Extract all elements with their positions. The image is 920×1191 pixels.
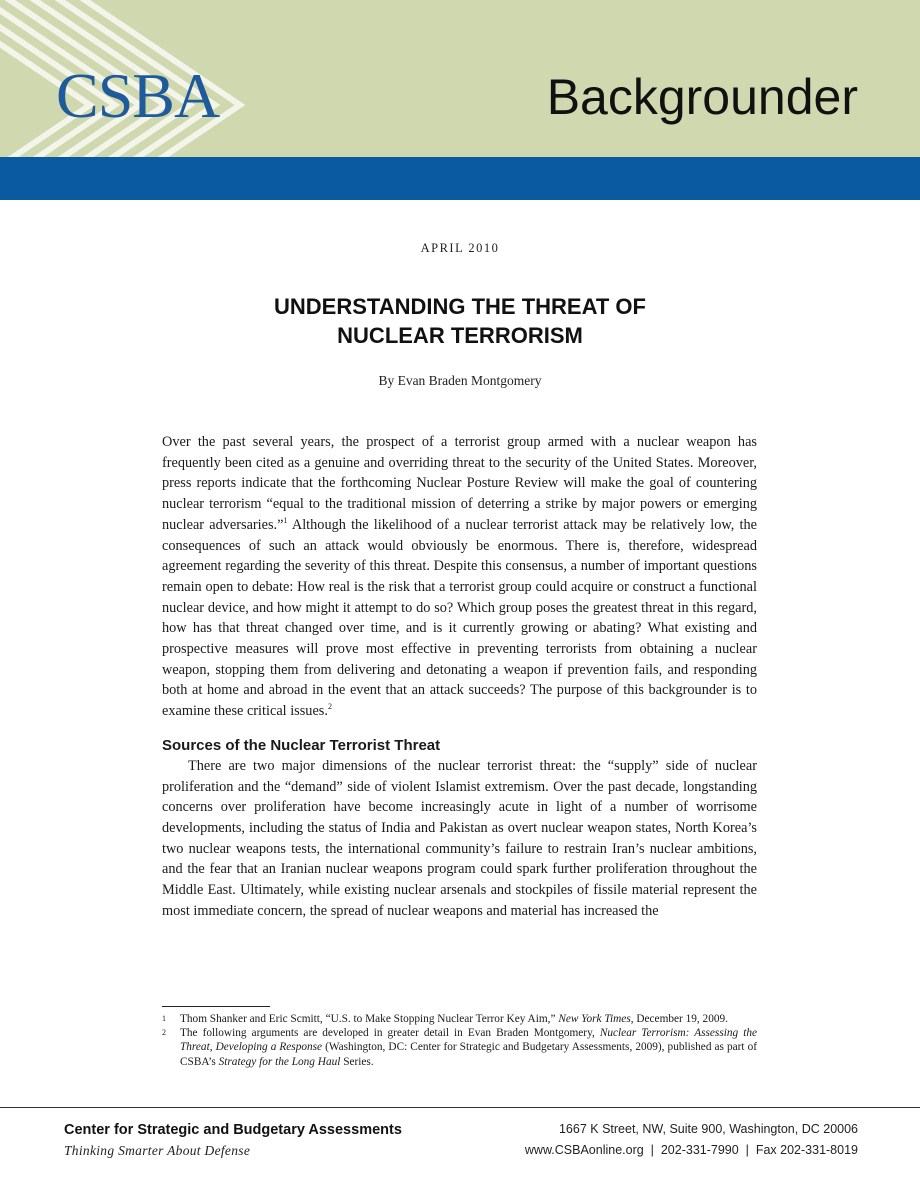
footer-tagline: Thinking Smarter About Defense [64,1143,251,1158]
footer-contact: www.CSBAonline.org | 202-331-7990 | Fax 202-331-8019 [524,1143,858,1157]
footer-address: 1667 K Street, NW, Suite 900, Washington, DC 20006 [558,1122,858,1136]
document-title [0,292,920,350]
section-heading: Sources of the Nuclear Terrorist Threat [162,736,441,754]
publication-date: APRIL 2010 [420,241,500,255]
footnote-2 [162,1026,757,1069]
footnote-italic: Strategy for the Long Haul [218,1055,341,1068]
document-body [162,432,757,921]
header-banner [0,0,920,157]
footnote-number: 2 [162,1028,166,1038]
intro-text-b: Although the likelihood of a nuclear terrorist attack may be relatively low, the consequences of such an attack would obviously be enormous. There is, therefore, widespread agreement regarding the severity of this threat. Despite this consensus, a number of important questions remain open to debate: How real is the risk that a terrorist group could acquire or construct a functional nuclear device, and how might it attempt to do so? Which group poses the greatest threat in this regard, how has that threat changed over time, and is it currently growing or abating? What existing and prospective measures will prove most effective in preventing terrorists from obtaining a nuclear weapon, stopping them from delivering and detonating a weapon if prevention fails, and responding both at home and abroad in the event that an attack succeeds? The purpose of this backgrounder is to examine these critical issues. [162,516,757,720]
footnotes [162,1012,757,1069]
intro-paragraph [162,432,757,722]
header-band [0,157,920,200]
footer-org-name: Center for Strategic and Budgetary Assessments [64,1122,402,1138]
title-line-2: NUCLEAR TERRORISM [337,323,583,348]
footnote-number: 1 [162,1014,166,1023]
footnote-text: (Washington, DC: Center for Strategic and Budgetary Assessments, 2009), published as part of CSBA’s [180,1041,757,1068]
intro-text-a: Over the past several years, the prospect of a terrorist group armed with a nuclear weapon has frequently been cited as a genuine and overriding threat to the security of the United States. Moreover, press reports indicate that the forthcoming Nuclear Posture Review will make the goal of countering nuclear terrorism “equal to the traditional mission of deterring a strike by major powers or emerging nuclear adversaries.” [162,434,757,533]
footnote-1 [162,1012,757,1026]
csba-logo: CSBA [56,60,220,131]
footnote-ref-1[interactable]: 1 [283,516,288,526]
footnote-text: The following arguments are developed in greater detail in Evan Braden Montgomery, [180,1027,600,1040]
footnote-italic: New York Times [558,1013,631,1025]
footnote-text: Thom Shanker and Eric Scmitt, “U.S. to Make Stopping Nuclear Terror Key Aim,” [180,1013,559,1025]
footnote-italic: Nuclear Terrorism: Assessing the Threat, Developing a Response [180,1027,757,1054]
series-title: Backgrounder [546,69,858,125]
footnote-text: , December 19, 2009. [630,1013,728,1025]
footnote-divider [162,1006,270,1007]
footer-divider [0,1107,920,1108]
footnote-ref-2[interactable]: 2 [327,702,332,712]
footnote-text: Series. [340,1055,374,1068]
title-line-1: UNDERSTANDING THE THREAT OF [274,294,646,319]
section-paragraph: There are two major dimensions of the nuclear terrorist threat: the “supply” side of nuclear proliferation and the “demand” side of violent Islamist extremism. Over the past decade, longstanding concerns over proliferation have become increasingly acute in light of a number of worrisome developments, including the status of India and Pakistan as overt nuclear weapon states, North Korea’s two nuclear weapons tests, the international community’s failure to restrain Iran’s nuclear ambitions, and the fear that an Iranian nuclear weapons program could spark further proliferation throughout the Middle East. Ultimately, while existing nuclear arsenals and stockpiles of fissile material represent the most immediate concern, the spread of nuclear weapons and material has increased the [162,757,757,919]
byline: By Evan Braden Montgomery [378,373,542,388]
